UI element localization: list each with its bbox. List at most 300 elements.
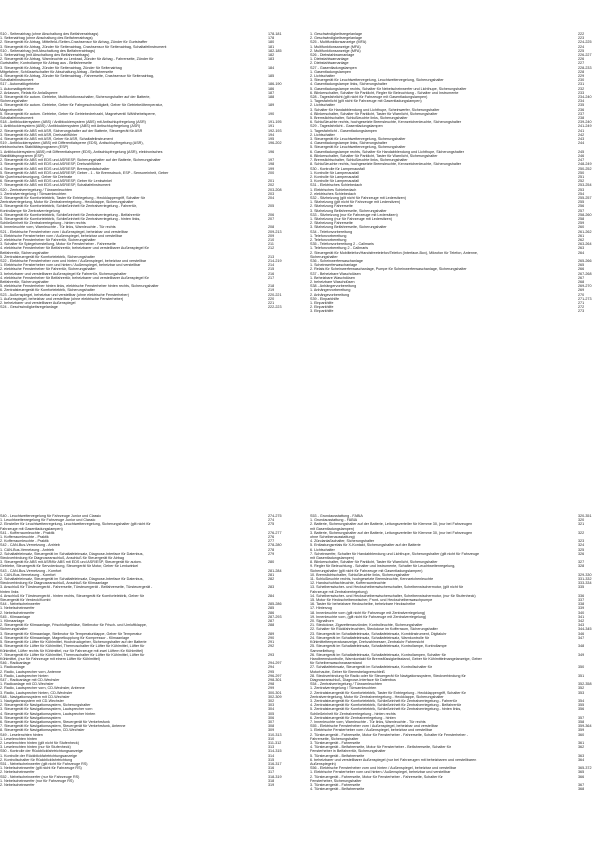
toc-entry-title: 3. Steuergerät für Leuchtweitenregelung, Sicherungshalter [310,137,406,142]
toc-entry-title: 2. Nebelscheinwerfer [0,783,35,787]
toc-entry-title: 5. Zentralsteuergerät für Komfortelektrik, Schließeinheit für Zentralverriegelung - hinten links, [310,707,462,712]
toc-entry-title: 3. Radio, Lautsprecher hinten [0,673,49,678]
toc-page-number: 289 [268,631,275,636]
toc-page-number: 307 [268,719,275,724]
toc-entry-title: 6. Innenleuchte vorn, Warnleuchte - Tür links, Warnleuchte - Tür rechts [0,225,116,230]
toc-page-number: 275 [268,522,275,527]
toc-page-number: 218 [268,284,275,289]
toc-page-number: 250-252 [578,166,592,171]
toc-page-number: 277 [268,539,275,544]
toc-entry-title: 6. Steuergerät für Navigationssystem, Steuergerät für Verkehrsfunk [0,719,110,724]
toc-entry-title: 1. Tagesfahrlicht (gilt nicht für Fahrzeuge mit Gasentladungslampen) [310,99,422,104]
toc-entry-title: 11. Schlußleuchte rechts, hochgesetzte Bremsleuchte, Kennzeichenleuchte [310,577,434,582]
toc-entry-title: 2. Leselenchten hinten (gilt nicht für Stufenheck) [0,740,79,745]
toc-entry-title: 1. Antiblockiersystem (ABS) mit Differentialsperre (EDS), Antischlupfregelung (ASR), elektronisches [0,149,163,154]
toc-page-number: 222-223 [268,305,282,310]
toc-entry-title: S20 - Zentralverriegelung / Türwarnleuchten [0,187,73,192]
toc-entry-title: 2. Steuergerät für ABS mit EDS und ASR/ESP, Sicherungshalter auf der Batterie, Sicherungshalter [0,158,161,163]
toc-page-number: 342 [578,619,585,624]
toc-entry-title: 6. Zentralsteuergerät für Zentralverriegelung - hinten [310,715,396,720]
toc-page-number: 202 [268,183,275,188]
toc-entry-title: Kühlmitteltemperaturanzeige, Drehzahlmesser, Zentraluhr Fahrersicht [310,640,424,645]
toc-page-number: 245 [578,149,585,154]
toc-entry-title: 4. Zündanlaßschalter, Sicherungshalter [310,539,375,544]
toc-page-number: 258-260 [578,212,592,217]
toc-page-number: 274-275 [268,514,282,518]
toc-page-number: 234-240 [578,95,592,100]
toc-entry-title: 1. Leuchtweitenregelung für Fahrzeuge Junior und Classic [0,518,96,523]
toc-entry-title: S42 - CAN-Bus-Vernetzung - Antrieb [0,543,60,548]
toc-entry [310,787,600,791]
toc-entry-title: S45 - Klimaanlage [0,614,31,619]
toc-page-number: 220-221 [268,292,282,297]
toc-entry-title: 1. Navigationssystem mit CD-Wechsler [0,698,64,703]
toc-entry-title: 2. Einsteller für Leuchtweitenregelung, Leuchtweitenregelung, Sicherungshalter (gilt nicht für [0,522,151,527]
toc-entry-title: 4. Steuergerät für Klimaanlage, Magnetkupplung für Kompressor - Klimaanlage [0,635,130,640]
toc-entry-title: 1. Elektrisches Schiebedach [310,187,357,192]
toc-entry-title: 3. Steuergerät für Leuchtweitenregelung, Leuchtweitenregelung, Sicherungshalter [310,78,444,83]
toc-entry-title: Sicherungshalter [310,254,338,259]
toc-entry-title: 2. Anlassen, Relais für Anlaßsperre [0,90,58,95]
toc-entry-title: 1. Elektrische Fensterheber vorn und hinten / Außenspiegel, beheizbar und verstellbar [0,263,141,268]
toc-entry-title: S38 - Anhängervorbereitung [310,284,357,289]
toc-page-number: 224 [578,44,585,49]
toc-page-number: 285-286 [268,602,282,607]
toc-entry-title: 9. Regler für Beleuchtung - Schalter und Instrumente, Schalter für Leuchtweitenregelung, [310,564,456,569]
toc-entry-title: S44 - Nebelscheinwerfer [0,602,41,607]
toc-entry-title: 1. Telefonvorbereitung [310,233,347,238]
toc-page-number: 286 [268,610,275,615]
toc-entry-title: 6. Schlußleuchte rechts, hochgesetzte Bremsleuchte, Kennzeichenleuchte, Sicherungshalter [310,120,462,125]
toc-entry-title: 22. Schalter für Rückfahrleuchten, Steckdose im Kofferraum, Sicherungshalter [310,627,438,632]
toc-page-number: 287 [268,619,275,624]
toc-page-number: 308 [268,724,275,729]
toc-page-number: 213 [268,254,275,259]
toc-page-number: 366 [578,774,585,779]
toc-page-number: 365 [578,770,585,775]
toc-entry-title: 1. Elektrische Fensterheber vorn / Außenspiegel, beheizbar und verstellbar [0,233,123,238]
toc-page-number: 209-213 [268,229,282,234]
toc-entry-title: 2. Sitzheizung Fahrerseite [310,221,353,226]
toc-page-number: 214 [268,263,275,268]
toc-page-number: 352 [578,686,585,691]
toc-page-number: 356 [578,707,585,712]
toc-entry-title: 2. Türsteuergerät - Fahrerseite, Motor für Fensterheber - Fahrerseite, Schalter für Fensterheber - [310,732,468,737]
toc-page-number: 210 [268,237,275,242]
toc-page-number: 252 [578,179,585,184]
toc-entry-title: 1. Gasentladungslampen [310,69,352,74]
toc-entry-title: S51 - Nebelscheinwerfer (gilt nicht für Fahrzeuge RS) [0,761,88,766]
toc-page-number: 337 [578,598,585,603]
toc-entry-title: 3. Steuergerät für ABS mit EDS und ASR/ESP, Drehzahlfühler [0,162,101,167]
toc-entry-title: 13. Scheibenwischer- und Heckscheibenwischerschalter, Scheibenwischermotor, (gilt nicht für [310,585,464,590]
toc-page-number: 318-319 [268,774,282,779]
toc-page-number: 239-240 [578,120,592,125]
toc-page-number: 290 [268,635,275,640]
toc-entry-title: S35 - Telefonvorbereitung 2 - Callmaris [310,242,374,247]
toc-page-number: 267 [578,275,585,280]
toc-page-number: 368 [578,787,585,792]
toc-entry-title: S27 - Gasentladungslampen [310,65,357,70]
toc-page-number: 343 [578,623,585,628]
toc-entry-title: 16. Taster für beheizbare Heckscheibe, beheizbare Heckscheibe [310,602,416,607]
toc-page-number: 226-227 [578,53,592,58]
toc-page-number: 281 [268,572,275,577]
toc-entry-title: 3. Sitzheizung Beifahrerseite, Sicherungshalter [310,208,387,213]
toc-entry-title: S50 - Kontrolle der Rückblickfahrtrichtungsanzeige [0,749,83,754]
toc-entry-title: 2. beheizbare Waschdüsen [310,279,355,284]
toc-entry-title: 2. elektrische Fensterheber für Fahrertür, Sicherungshalter [0,237,96,242]
toc-entry-title: 4. Gasentladungslampe links, Sicherungshalter [310,141,388,146]
toc-entry-title: 4. Zentralsteuergerät für Komfortelektrik, Schließeinheit für Zentralverriegelung - Beifahrertür [310,703,462,708]
toc-page-number: 305 [268,711,275,716]
toc-page-number: 214-219 [268,258,282,263]
toc-page-number: 194 [268,132,275,137]
toc-entry-title: S52 - Nebelscheinwerfer (nur für Fahrzeuge RS) [0,774,80,779]
toc-page-number: 261 [578,233,585,238]
toc-page-number: 282 [268,577,275,582]
toc-entry-title: S29 - Tagesfahrlicht - Gasentladungslampen [310,124,383,129]
toc-page-number: 223 [578,36,585,41]
toc-entry-title: S10 - Seitenairbag (ohne Abschaltung des Beifahrerairbags) [0,32,99,36]
toc-entry-title: S25 - Multifunktionsanzeige (MFA) [310,40,367,45]
toc-entry-title: 3. Leselenchten hinten (nur für Stufenheck) [0,745,71,750]
toc-entry-title: 2. Multifunktionsanzeige (MFA) [310,48,361,53]
toc-page-number: 278 [268,547,275,552]
toc-entry-title: Steckverbindung für Diagnoseanschluß, Anschluß für Steuergerät für Airbag [0,556,125,561]
toc-page-number: 270 [578,292,585,297]
toc-entry-title: 3. Anschluß für Türsteuergerät - Fahrerseite, Türsteuergerät - Beifahrerseite, Türsteuergerät - [0,585,153,590]
toc-entry-title: 14. Scheibenwischer- und Heckscheibenwischerschalter, Scheibenwischermotor, (nur für Stufenheck) [310,593,476,598]
toc-entry-title: S24 - Geschwindigkeitsregelanlage [0,305,58,310]
toc-entry-title: 4. Anschluß für Türsteuergerät - hinten rechts, Steuergerät für Komfortelektrik, Geber für [0,593,145,598]
toc-page-number: 359-364 [578,724,592,729]
toc-page-number: 295 [268,669,275,674]
toc-entry-title: S49 - Leselenchten hinten [0,732,43,737]
toc-entry-title: 7. Bremslichtschalter, Schlußleuchte links, Sicherungshalter [310,158,408,163]
toc-page-number: 203 [268,191,275,196]
toc-entry-title: Sicherungshalter [0,627,28,632]
toc-entry-title: 3. Steuergerät für ABS mit ASR, Drehzahlfühler [0,132,78,137]
toc-page-number: 241-249 [578,124,592,129]
toc-entry-title: 5. Steuergerät für Navigationssystem [0,715,61,720]
toc-entry-title: 1. Elektrische Fensterheber vorn und hinten / Außenspiegel, beheizbar und verstellbar [310,770,451,775]
toc-page-number: 285 [268,606,275,611]
toc-entry-title: Sammelleitung [310,648,335,653]
toc-entry-title: 2. Türsteuergerät - Fahrerseite, Motor für Fensterheber - Fahrerseite, Schalter für [310,774,443,779]
toc-page-number: 208 [268,225,275,230]
toc-entry-title: 1. Grundausstattung - FABIA [310,518,358,523]
toc-page-number: 247 [578,158,585,163]
toc-entry-title: S36 - Scheinwerferwaschanlage [310,258,363,263]
toc-entry-title: S40 - Leuchtweitenregelung für Fahrzeuge Junior und Classic [0,514,102,518]
toc-entry-title: Außenspiegeln) [310,761,336,766]
toc-entry-title: 5. Bremslichtschalter, Schlußleuchte links, Sicherungshalter [310,116,408,121]
toc-entry-title: Fahrerseite, Sicherungshalter [310,736,359,741]
toc-entry-title: für Scheibenwaschwasserstand [310,661,362,666]
toc-entry-title: 3. Schalter für Spiegelverstellung, Motor für Fensterheber - Fahrerseite [0,242,116,247]
toc-entry-title: 4. Steuergerät für ABS mit ASR, Geber für ASR, Schaltafelinstrument [0,137,113,142]
toc-page-number: 352-358 [578,682,592,687]
toc-entry-title: S33 - Sitzheizung (nur für Fahrzeuge mit Ledersitzen) [310,212,398,217]
toc-page-number: 262 [578,237,585,242]
toc-entry-title: 8. Blinkerschalter, Schalter für Parklicht, Taster für Warnlicht, Sicherungshalter [310,560,438,565]
toc-entry-title: Steckverbindung für Diagnoseanschluß, Anschluß für Klimaanlage [0,581,109,586]
toc-entry-title: 7. Scheinwerfer, Schalter für Handabblendung und Lichthupe, Sicherungshalter (gilt nicht für Fahrzeuge [310,551,480,556]
toc-page-number: 187 [268,90,275,95]
toc-entry-title: Kontrollampe für Zentralverriegelung [0,208,60,213]
toc-entry-title: 1. Zentralverriegelung / Türwarnleuchten [0,191,67,196]
toc-entry-title: 7. Steuergerät für ABS mit EDS und ASR/ESP, Schaltafelinstrument [0,183,111,188]
toc-entry-title: 2. Steuergerät für ABS mit ASR, Sicherungshalter auf der Batterie, Steuergerät für ASR [0,128,143,133]
toc-page-number: 215 [268,267,275,272]
toc-entry-title: 2. beheizbarer und verstellbarer Außenspiegel [0,301,76,305]
toc-entry-title: 1. CAN-Bus-Vernetzung - Antrieb [0,547,55,552]
toc-entry-title: Zentralverriegelung, Motor für Zentralverriegelung - Heckklappe, Sicherungshalter [0,200,134,205]
toc-entry-title: Fahrzeuge mit Gasentladungslampen) [0,526,63,531]
toc-entry-title: 2. Nebelscheinwerfer [0,770,35,775]
toc-page-number: 293 [268,652,275,657]
toc-page-number: 315 [268,757,275,762]
toc-entry-title: 1. Multifunktionsanzeige (MFA) [310,44,361,49]
toc-entry-title: 1. Nebelscheinwerfer (gilt nicht für Fahrzeuge RS) [0,766,82,771]
toc-entry-title: 6. Steuergerät für Lüfter für Kühlmittel, Thermoschalter für Lüfter für Kühlmittel, Lüfter für [0,644,145,649]
toc-page-number: 242 [578,132,585,137]
toc-entry-title: 8. Steuergerät für Navigationssystem, CD-Wechsler [0,728,85,733]
toc-page-number: 321 [578,522,585,527]
toc-entry-title: 21. Steckdose, Zigarettenanzünder, Kontrolleuchte, Sicherungshalter [310,623,423,628]
toc-entry-title: ohne Scheibenausstattung) [310,535,355,540]
toc-entry-title: 2. Telefonvorbereitung [310,237,347,242]
toc-page-number: 238 [578,116,585,121]
toc-entry-title: 1. Einparkhilfe [310,301,334,305]
toc-entry-title: S19 - Antiblockiersystem (ABS) mit Differentialsperre (EDS), Antischlupfregelung (ASR), [0,141,144,146]
toc-page-number: 267-268 [578,271,592,276]
toc-entry-title: 3. Steuergerät für Navigationssystem, Lautsprecher vorn [0,707,93,712]
toc-page-number: 255-257 [578,195,592,200]
toc-entry-title: S21 - Elektrische Fensterheber vorn / Außenspiegel, beheizbar und verstellbar [0,229,128,234]
toc-entry-title: S34 - Telefonvorbereitung [310,229,353,234]
toc-page-number: 253-254 [578,183,592,188]
toc-page-number: 338 [578,602,585,607]
toc-page-number: 181 [268,44,275,49]
toc-entry-title: 3. Türsteuergerät - Fahrerseite [310,783,361,787]
toc-page-number: 273 [578,309,585,314]
toc-entry-title: S54 - Zentralverriegelung / Türwarnleuchten [310,682,383,687]
toc-entry-title: 3. Steuergerät für Airbag, Zünder für Seitenairbag, Crashsensor für Seitenairbag, Schaltafelinstrument [0,44,167,49]
toc-page-number: 288 [268,623,275,628]
toc-entry-title: 17. Hinterzug [310,606,332,611]
toc-page-number: 361 [578,740,585,745]
toc-page-number: 198 [268,162,275,167]
toc-entry-title: 1. Elektrische Fensterheber vorn / Außenspiegel, beheizbar und verstellbar [310,728,433,733]
toc-entry-title: 4. Steuergerät für Navigationssystem, Lautsprecher hinten [0,711,96,716]
toc-entry-title: hinten links [0,589,19,594]
toc-entry-title: S56 - Elektrische Fensterheber vorn und hinten / Außenspiegel, beheizbar und verstellbar [310,766,457,771]
toc-entry-title: 25. Steuergerät im Schaltafeleinsatz, Schaltafeleinsatz, Kontrollampe, Kontrollampe [310,644,447,649]
toc-page-number: 264 [578,250,585,255]
toc-page-number: 316 [268,766,275,771]
toc-entry-title: 2. Steuergerät für Airbag, Warnleuchte zu Lenkrad, Zünder für Airbag - Fahrerseite, Zünder für [0,57,154,62]
toc-page-number: 189 [268,103,275,108]
toc-page-number: 203-208 [268,187,282,192]
toc-entry-title: S10 - Seitenairbag (mit Abschaltung des Beifahrerairbags) [0,48,96,53]
toc-entry-title: 2. Lichtschalter [310,103,335,108]
toc-page-number: 178 [268,36,275,41]
toc-page-number: 182-185 [268,48,282,53]
toc-page-number: 206 [268,212,275,217]
toc-page-number: 359 [578,728,585,733]
toc-page-number: 191-195 [268,120,282,125]
toc-entry-title: 4. Blinkerschalter, Schalter für Parklicht, Taster für Warnlicht, Sicherungshalter [310,111,438,116]
toc-entry-title: 2. Kontrolle für Lampenausfall [310,174,359,179]
toc-page-number: 311-312 [268,740,282,745]
toc-entry-title: S30 - Kontrolle für Lampenausfall [310,166,365,171]
toc-page-number: 228-233 [578,65,592,70]
toc-entry-title: 6. Steuergerät für ABS mit EDS und ASR/ESP, Geber für Lenkwinkel [0,179,112,184]
toc-page-number: 314 [268,753,275,758]
toc-page-number: 328 [578,564,585,569]
toc-page-number: 296-297 [268,673,282,678]
toc-entry-title: 20. Signalhorn [310,619,334,624]
toc-entry-title: 1. Zentralverriegelung / Türwarnleuchten [310,686,377,691]
toc-entry-title: 2. Relais für Scheinwerferwaschanlage, Pumpe für Scheinwerferwaschanlage, Sicherungshalter [310,267,467,272]
toc-entry-title: 1. Seitenairbag (mit Abschaltung des Beifahrerairbags) [0,53,90,58]
toc-entry-title: Schaltafelinstrument [0,116,34,121]
toc-page-number: 365-372 [578,766,592,771]
toc-entry-title: 5. elektrische Fensterheber hinten links, elektrische Fensterheber hinten rechts, Sicherungshalter [0,284,159,289]
toc-page-top [0,0,600,380]
toc-page-number: 325 [578,547,585,552]
toc-entry-title: mit Gasentladungslampen) [310,556,355,561]
toc-page-number: 309 [268,728,275,733]
toc-entry-title: S46 - Radioanlage [0,661,31,666]
toc-entry-title: Steuergerät für Verdeck/Kombi [0,598,51,603]
toc-entry-title: Beifahrertür, Sicherungshalter [0,279,49,284]
toc-entry-title: 4. Steuergerät für ABS mit EDS und ASR/ESP, Bremspedalschalter [0,166,110,171]
toc-entry-title: 6. Gasentladungslampe rechts, Schalter für Handabblendung und Lichthupe, Sicherungshalter [310,149,464,154]
toc-entry-title: S18 - Antiblockiersystem (ABS) / Antiblockiersystem (ABS) mit Antischlupfregelung (ASR) [0,120,146,125]
toc-page-number: 336 [578,593,585,598]
toc-page-number: 234 [578,99,585,104]
toc-entry-title: 1. Geschwindigkeitsregelanlage [310,32,363,36]
toc-entry-title: S48 - Navigationssystem mit CD-Wechsler [0,694,70,699]
toc-entry-title: 1. Radioanlage [0,665,25,670]
toc-page-number: 184 [268,65,275,70]
toc-page-number: 178-181 [268,32,282,36]
toc-page-number: 235 [578,103,585,108]
toc-page-number: 351 [578,673,585,678]
toc-page-number: 344-345 [578,627,592,632]
toc-entry-title: 27. Schaltafeleinsatz, Steuergerät im Schaltafeleinsatz, Kontrollschalter für [310,665,432,670]
toc-page-number: 280 [268,560,275,565]
toc-entry-title: 2. Kofferraumleuchte - Praktik [0,539,49,544]
toc-entry-title: 2. Steuergerät für Airbag, Mittelfeld-/Seiten-Crashsensor für Airbag, Zünder für Gurtstraffer [0,40,148,45]
toc-entry-title: 2. Schaltafeleinsatz, Steuergerät im Schaltafeleinsatz, Diagnose-Interface für Datenbus, [0,551,144,556]
toc-page-number: 340 [578,610,585,615]
toc-entry-title: 23. Steuergerät im Schaltafeleinsatz, Schaltafeleinsatz, Kombiinstrument, Digitaluhr [310,631,447,636]
toc-page-number: 217 [268,275,275,280]
toc-page-number: 355 [578,703,585,708]
toc-page-number: 303 [268,703,275,708]
toc-entry-title: S32 - Sitzheizung (gilt nicht für Fahrzeuge mit Ledersitzen) [310,195,406,200]
toc-page-number: 360 [578,732,585,737]
toc-page-number: 201 [268,179,275,184]
toc-page-number: 353 [578,690,585,695]
toc-entry-title: 2. Batterie, Sicherungshalter auf der Batterie, Leitungsverteiler für Klemme 30, (nur bei Fahrzeugen [310,522,473,527]
toc-page-number: 229 [578,74,585,79]
toc-page-number: 186 [268,86,275,91]
toc-page-number: 358 [578,719,585,724]
toc-page-number: 317 [268,770,275,775]
toc-page-number: 197 [268,158,275,163]
toc-page-number: 224-225 [578,40,592,45]
toc-entry-title: 2. elektrisches Schiebedach [310,191,356,196]
toc-page-number: 302-309 [268,694,282,699]
toc-entry-title: S43 - CAN-Bus-Vernetzung - Komfort [0,568,62,573]
toc-page-number: 258 [578,216,585,221]
toc-page-number: 216 [268,271,275,276]
toc-entry-title: für Querbeschleunigung, Geber für Drehrate [0,174,73,179]
toc-entry-title: 6. Blinkerschalter, Schalter für Parklicht, Regler für Beleuchtung - Schalter und Instrumente [310,90,459,95]
toc-entry-title: 4. Steuergerät für Airbag, Zünder für Seitenairbag - Fahrerseite, Crashsensor für Seitenairbag, [0,74,154,79]
toc-entry-title: 1. Diebstahlwarnanlage [310,57,349,62]
toc-entry [0,783,290,787]
toc-page-number: 320 [578,518,585,523]
toc-page-number: 230 [578,78,585,83]
toc-entry-title: 19. Innenleuchte vorn, (gilt nicht für Fahrzeuge mit Zentralverriegelung) [310,614,427,619]
toc-entry-title: S55 - Elektrische Fensterheber vorn / Außenspiegel, beheizbar und verstellbar [310,724,438,729]
toc-page-number: 190 [268,111,275,116]
toc-entry-title: 5. Entlastungsrelais für X-Kontakt, Sicherungshalter auf der Batterie [310,543,421,548]
toc-entry-title: 2. Einparkhilfe [310,305,334,310]
toc-page-number: 221 [268,301,275,305]
toc-page-number: 254 [578,191,585,196]
toc-entry-title: 1. Kontrolle der Rückblickfahrtrichtungsanzeige [0,753,78,758]
toc-entry-title: 24. Steuergerät im Schaltafeleinsatz, Schaltafeleinsatz, Warnkontrolle für [310,635,430,640]
toc-page-number: 316-317 [268,761,282,766]
toc-entry-title: 4. elektrische Fensterheber für Beifahrertür, beheizbarer und verstellbarer Außenspiegel für [0,275,149,280]
toc-page-number: 232 [578,86,585,91]
toc-entry-title: 2. Steuergerät für Mobiltelefon/Handsfreetelefon/Telefon (Interface-Box), Mikrofon für Telefon, Antenne, [310,250,479,255]
toc-page-number: 255 [578,200,585,205]
toc-page-number: 260 [578,225,585,230]
toc-page-number: 271 [578,301,585,305]
toc-entry-title: 4. Steuergerät für autom. Getriebe, Geber für Fahrgeschwindigkeit, Geber für Getriebeöltemperatur, [0,103,163,108]
toc-entry-title: Magnetventile [0,107,23,112]
toc-page-number: 195 [268,137,275,142]
toc-entry-title: Schließeinheit für Zentralverriegelung - hinten rechts [0,221,86,226]
toc-entry-title: 6. Zentralsteuergerät für Komfortelektrik, Sicherungshalter [0,288,95,293]
toc-entry-title: 3. Kontrolle für Lampenausfall [310,179,359,184]
toc-entry-title: 1. Beheizbare Waschdüsen [310,275,355,280]
toc-entry-title: S31 - Elektrisches Schiebedach [310,183,363,188]
toc-page-number: 319 [268,783,275,787]
toc-entry-title: 15. Motor für Heckscheibenwischer, Front- und Heckscheibenwaschpumpe [310,598,433,603]
toc-entry-title: Diagnoseanschluß, Diagnose-Interface für Datenbus [310,677,396,682]
toc-entry-title: S39 - Einparkhilfe [310,296,340,301]
toc-column-right [310,514,600,791]
toc-entry-title: S28 - Tagesfahrlicht (gilt nicht für Fahrzeuge mit Gasentladungslampen) [310,95,428,100]
toc-entry-title: 1. Antiblockiersystem (ABS) / Antiblockiersystem (ABS) mit Antischlupfregelung (ASR) [0,124,141,129]
toc-page-number: 326 [578,551,585,556]
toc-entry-title: Gurtstraffer, Kontrollampe für Airbag aus - Beifahrerseite [0,61,92,66]
toc-page-number: 250 [578,170,585,175]
toc-page-number: 367 [578,783,585,787]
toc-entry-title: 5. Steuergerät für Komfortelektrik, Schließeinheit für Zentralverriegelung - hinten links, [0,216,141,221]
toc-entry-title: 8. Schlußleuchte rechts, hochgesetzte Bremsleuchte, Kennzeichenleuchte, Sicherungshalter [310,162,462,167]
toc-entry-title: 3. Radio, Lautsprecher hinten, CD-Wechsler [0,690,73,695]
